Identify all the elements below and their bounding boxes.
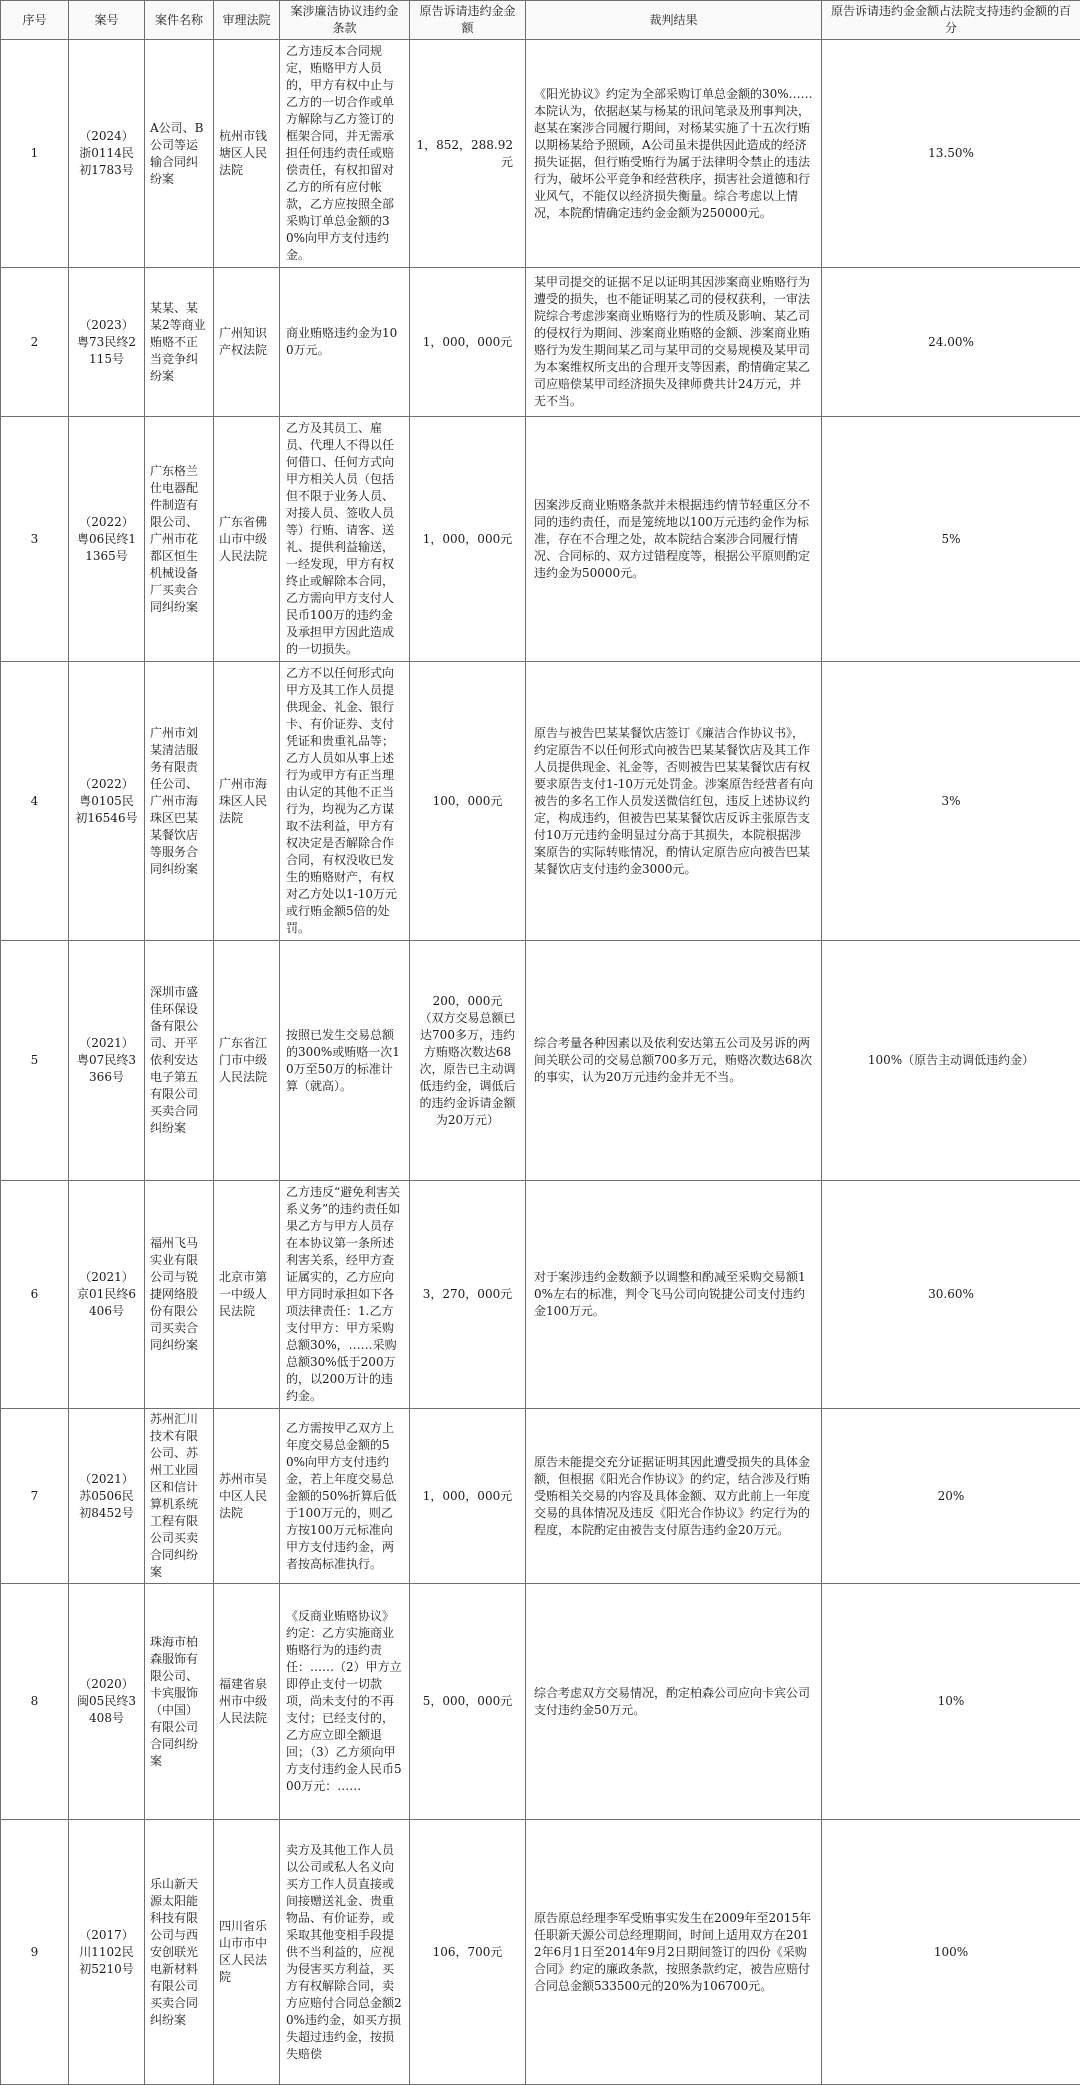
row-case-no: （2017）川1102民初5210号: [69, 1820, 145, 2085]
table-row: [1, 417, 1080, 662]
row-clause: 卖方及其他工作人员以公司或私人名义向买方工作人员直接或间接赠送礼金、贵重物品、有价证券，或采取其他变相手段提供不当利益的，应视为侵害买方利益，买方有权解除合同，卖方应赔付合同总金额20%违约金，如买方损失超过违约金，按损失赔偿: [280, 1820, 410, 2085]
table-row: [1, 1409, 1080, 1584]
row-amount-value: 200，000元: [415, 993, 520, 1010]
row-case-name: A公司、B公司等运输合同纠纷案: [145, 40, 214, 268]
header-court: 审理法院: [214, 1, 280, 40]
row-percent: 100%: [822, 1820, 1080, 2085]
row-no: 8: [1, 1584, 69, 1820]
header-amount: 原告诉请违约金金额: [410, 1, 526, 40]
row-result: 原告与被告巴某某餐饮店签订《廉洁合作协议书》，约定原告不以任何形式向被告巴某某餐饮店及其工作人员提供现金、礼金等，否则被告巴某某餐饮店有权要求原告支付1-10万元处罚金。涉案原告经营者有向被告的多名工作人员发送微信红包，违反上述协议约定，构成违约，但被告巴某某餐饮店反诉主张原告支付10万元违约金明显过分高于其损失，本院根据涉案原告的实际转账情况，酌情认定原告应向被告巴某某餐饮店支付违约金3000元。: [526, 662, 822, 941]
row-court: 杭州市钱塘区人民法院: [214, 40, 280, 268]
row-clause: 《反商业贿赂协议》约定：乙方实施商业贿赂行为的违约责任：……（2）甲方立即停止支付一切款项，尚未支付的不再支付；已经支付的，乙方应立即全额退回；（3）乙方须向甲方支付违约金人民币500万元：……: [280, 1584, 410, 1820]
header-row: [1, 1, 1080, 40]
row-percent: 10%: [822, 1584, 1080, 1820]
row-case-name: 苏州汇川技术有限公司、苏州工业园区和信计算机系统工程有限公司买卖合同纠纷案: [145, 1409, 214, 1584]
row-amount: [410, 941, 526, 1181]
row-no: 9: [1, 1820, 69, 2085]
row-court: 广州市海珠区人民法院: [214, 662, 280, 941]
row-no: 1: [1, 40, 69, 268]
row-result: 原告未能提交充分证据证明其因此遭受损失的具体金额，但根据《阳光合作协议》的约定，结合涉及行贿受贿相关交易的内容及具体金额、双方此前上一年度交易的具体情况及违反《阳光合作协议》约定行为的程度，本院酌定由被告支付原告违约金20万元。: [526, 1409, 822, 1584]
row-case-no: （2021）粤07民终3366号: [69, 941, 145, 1181]
table-row: [1, 40, 1080, 268]
row-case-no: （2021）苏0506民初8452号: [69, 1409, 145, 1584]
row-no: 3: [1, 417, 69, 662]
row-no: 6: [1, 1181, 69, 1409]
row-amount: 1，000，000元: [410, 417, 526, 662]
row-case-name: 某某、某某2等商业贿赂不正当竞争纠纷案: [145, 268, 214, 417]
row-case-no: （2021）京01民终6406号: [69, 1181, 145, 1409]
row-amount: 1，852，288.92元: [410, 40, 526, 268]
row-percent: 3%: [822, 662, 1080, 941]
row-case-no: （2024）浙0114民初1783号: [69, 40, 145, 268]
row-clause: 乙方及其员工、雇员、代理人不得以任何借口、任何方式向甲方相关人员（包括但不限于业务人员、对接人员、签收人员等）行贿、请客、送礼、提供利益输送，一经发现，甲方有权终止或解除本合同，乙方需向甲方支付人民币100万的违约金及承担甲方因此造成的一切损失。: [280, 417, 410, 662]
row-case-name: 广州市刘某清洁服务有限责任公司、广州市海珠区巴某某餐饮店等服务合同纠纷案: [145, 662, 214, 941]
row-case-no: （2023）粤73民终2115号: [69, 268, 145, 417]
table-row: [1, 1584, 1080, 1820]
row-result: 综合考虑双方交易情况，酌定柏森公司应向卡宾公司支付违约金50万元。: [526, 1584, 822, 1820]
row-amount: 3，270，000元: [410, 1181, 526, 1409]
row-case-name: 福州飞马实业有限公司与锐捷网络股份有限公司买卖合同纠纷案: [145, 1181, 214, 1409]
row-clause: 按照已发生交易总额的300%或贿赂一次10万至50万的标准计算（就高）。: [280, 941, 410, 1181]
header-percent: 原告诉请违约金金额占法院支持违约金额的百分: [822, 1, 1080, 40]
row-court: 广东省佛山市中级人民法院: [214, 417, 280, 662]
row-clause: 乙方不以任何形式向甲方及其工作人员提供现金、礼金、银行卡、有价证券、支付凭证和贵重礼品等；乙方人员如从事上述行为或甲方有正当理由认定的其他不正当行为，均视为乙方谋取不法利益，甲方有权决定是否解除合作合同，有权没收已发生的贿赂财产，有权对乙方处以1-10万元或行贿金额5倍的处罚。: [280, 662, 410, 941]
row-no: 7: [1, 1409, 69, 1584]
row-result: 综合考量各种因素以及依利安达第五公司及另诉的两间关联公司的交易总额700多万元，贿赂次数达68次的事实，认为20万元违约金并无不当。: [526, 941, 822, 1181]
row-amount: 100，000元: [410, 662, 526, 941]
header-case-name: 案件名称: [145, 1, 214, 40]
row-court: 四川省乐山市市中区人民法院: [214, 1820, 280, 2085]
row-no: 2: [1, 268, 69, 417]
row-amount: 1，000，000元: [410, 1409, 526, 1584]
row-court: 苏州市吴中区人民法院: [214, 1409, 280, 1584]
row-clause: 乙方违反本合同规定，贿赂甲方人员的，甲方有权中止与乙方的一切合作或单方解除与乙方签订的框架合同，并无需承担任何违约责任或赔偿责任，有权扣留对乙方的所有应付帐款，乙方应按照全部采购订单总金额的30%向甲方支付违约金。: [280, 40, 410, 268]
row-case-name: 珠海市柏森服饰有限公司、卡宾服饰（中国）有限公司合同纠纷案: [145, 1584, 214, 1820]
row-no: 4: [1, 662, 69, 941]
row-court: 广东省江门市中级人民法院: [214, 941, 280, 1181]
row-percent: 24.00%: [822, 268, 1080, 417]
row-amount-note: （双方交易总额已达700多万，违约方贿赂次数达68次，原告已主动调低违约金，调低后的违约金诉请金额为20万元）: [415, 1010, 520, 1129]
row-case-no: （2022）粤06民终11365号: [69, 417, 145, 662]
row-clause: 乙方需按甲乙双方上年度交易总金额的50%向甲方支付违约金，若上年度交易总金额的50%折算后低于100万元的，则乙方按100万元标准向甲方支付违约金，两者按高标准执行。: [280, 1409, 410, 1584]
row-case-name: 乐山新天源太阳能科技有限公司与西安创联光电新材料有限公司买卖合同纠纷案: [145, 1820, 214, 2085]
table-row: [1, 941, 1080, 1181]
row-case-name: 深圳市盛佳环保设备有限公司、开平依利安达电子第五有限公司买卖合同纠纷案: [145, 941, 214, 1181]
row-percent: 100%（原告主动调低违约金）: [822, 941, 1080, 1181]
row-clause: 乙方违反“避免利害关系义务”的违约责任如果乙方与甲方人员存在本协议第一条所述利害关系，经甲方查证属实的，乙方应向甲方同时承担如下各项法律责任：1.乙方支付甲方：甲方采购总额30%，……采购总额30%低于200万的，以200万计的违约金。: [280, 1181, 410, 1409]
row-percent: 30.60%: [822, 1181, 1080, 1409]
row-percent: 5%: [822, 417, 1080, 662]
row-court: 北京市第一中级人民法院: [214, 1181, 280, 1409]
row-case-no: （2022）粤0105民初16546号: [69, 662, 145, 941]
row-court: 广州知识产权法院: [214, 268, 280, 417]
row-result: 某甲司提交的证据不足以证明其因涉案商业贿赂行为遭受的损失，也不能证明某乙司的侵权获利，一审法院综合考虑涉案商业贿赂行为的性质及影响、某乙司的侵权行为期间、涉案商业贿赂的金额、涉案商业贿赂行为发生期间某乙司与某甲司的交易规模及某甲司为本案维权所支出的合理开支等因素，酌情确定某乙司应赔偿某甲司经济损失及律师费共计24万元，并无不当。: [526, 268, 822, 417]
header-result: 裁判结果: [526, 1, 822, 40]
row-no: 5: [1, 941, 69, 1181]
row-result: 因案涉反商业贿赂条款并未根据违约情节轻重区分不同的违约责任，而是笼统地以100万元违约金作为标准，存在不合理之处，故本院结合案涉合同履行情况、合同标的、双方过错程度等，根据公平原则酌定违约金为50000元。: [526, 417, 822, 662]
header-case-no: 案号: [69, 1, 145, 40]
row-court: 福建省泉州市中级人民法院: [214, 1584, 280, 1820]
row-percent: 13.50%: [822, 40, 1080, 268]
table-row: [1, 662, 1080, 941]
table-row: [1, 1181, 1080, 1409]
row-case-name: 广东格兰仕电器配件制造有限公司、广州市花都区恒生机械设备厂买卖合同纠纷案: [145, 417, 214, 662]
row-result: 《阳光协议》约定为全部采购订单总金额的30%……本院认为，依据赵某与杨某的讯问笔录及刑事判决，赵某在案涉合同履行期间，对杨某实施了十五次行贿以期杨某给予照顾，A公司虽未提供因此造成的经济损失证据，但行贿受贿行为属于法律明令禁止的违法行为，破坏公平竞争和经营秩序，损害社会道德和行业风气，不能仅以经济损失衡量。综合考虑以上情况，本院酌情确定违约金金额为250000元。: [526, 40, 822, 268]
header-no: 序号: [1, 1, 69, 40]
row-amount: 1，000，000元: [410, 268, 526, 417]
row-result: 原告原总经理李军受贿事实发生在2009年至2015年任职新天源公司总经理期间，时间上适用双方在2012年6月1日至2014年9月2日期间签订的四份《采购合同》约定的廉政条款，按照条款约定，被告应赔付合同总金额533500元的20%为106700元。: [526, 1820, 822, 2085]
header-clause: 案涉廉洁协议违约金条款: [280, 1, 410, 40]
row-amount: 106，700元: [410, 1820, 526, 2085]
table-row: [1, 268, 1080, 417]
table-row: [1, 1820, 1080, 2085]
row-result: 对于案涉违约金数额予以调整和酌减至采购交易额10%左右的标准，判令飞马公司向锐捷公司支付违约金100万元。: [526, 1181, 822, 1409]
row-clause: 商业贿赂违约金为100万元。: [280, 268, 410, 417]
row-amount: 5，000，000元: [410, 1584, 526, 1820]
row-percent: 20%: [822, 1409, 1080, 1584]
row-case-no: （2020）闽05民终3408号: [69, 1584, 145, 1820]
